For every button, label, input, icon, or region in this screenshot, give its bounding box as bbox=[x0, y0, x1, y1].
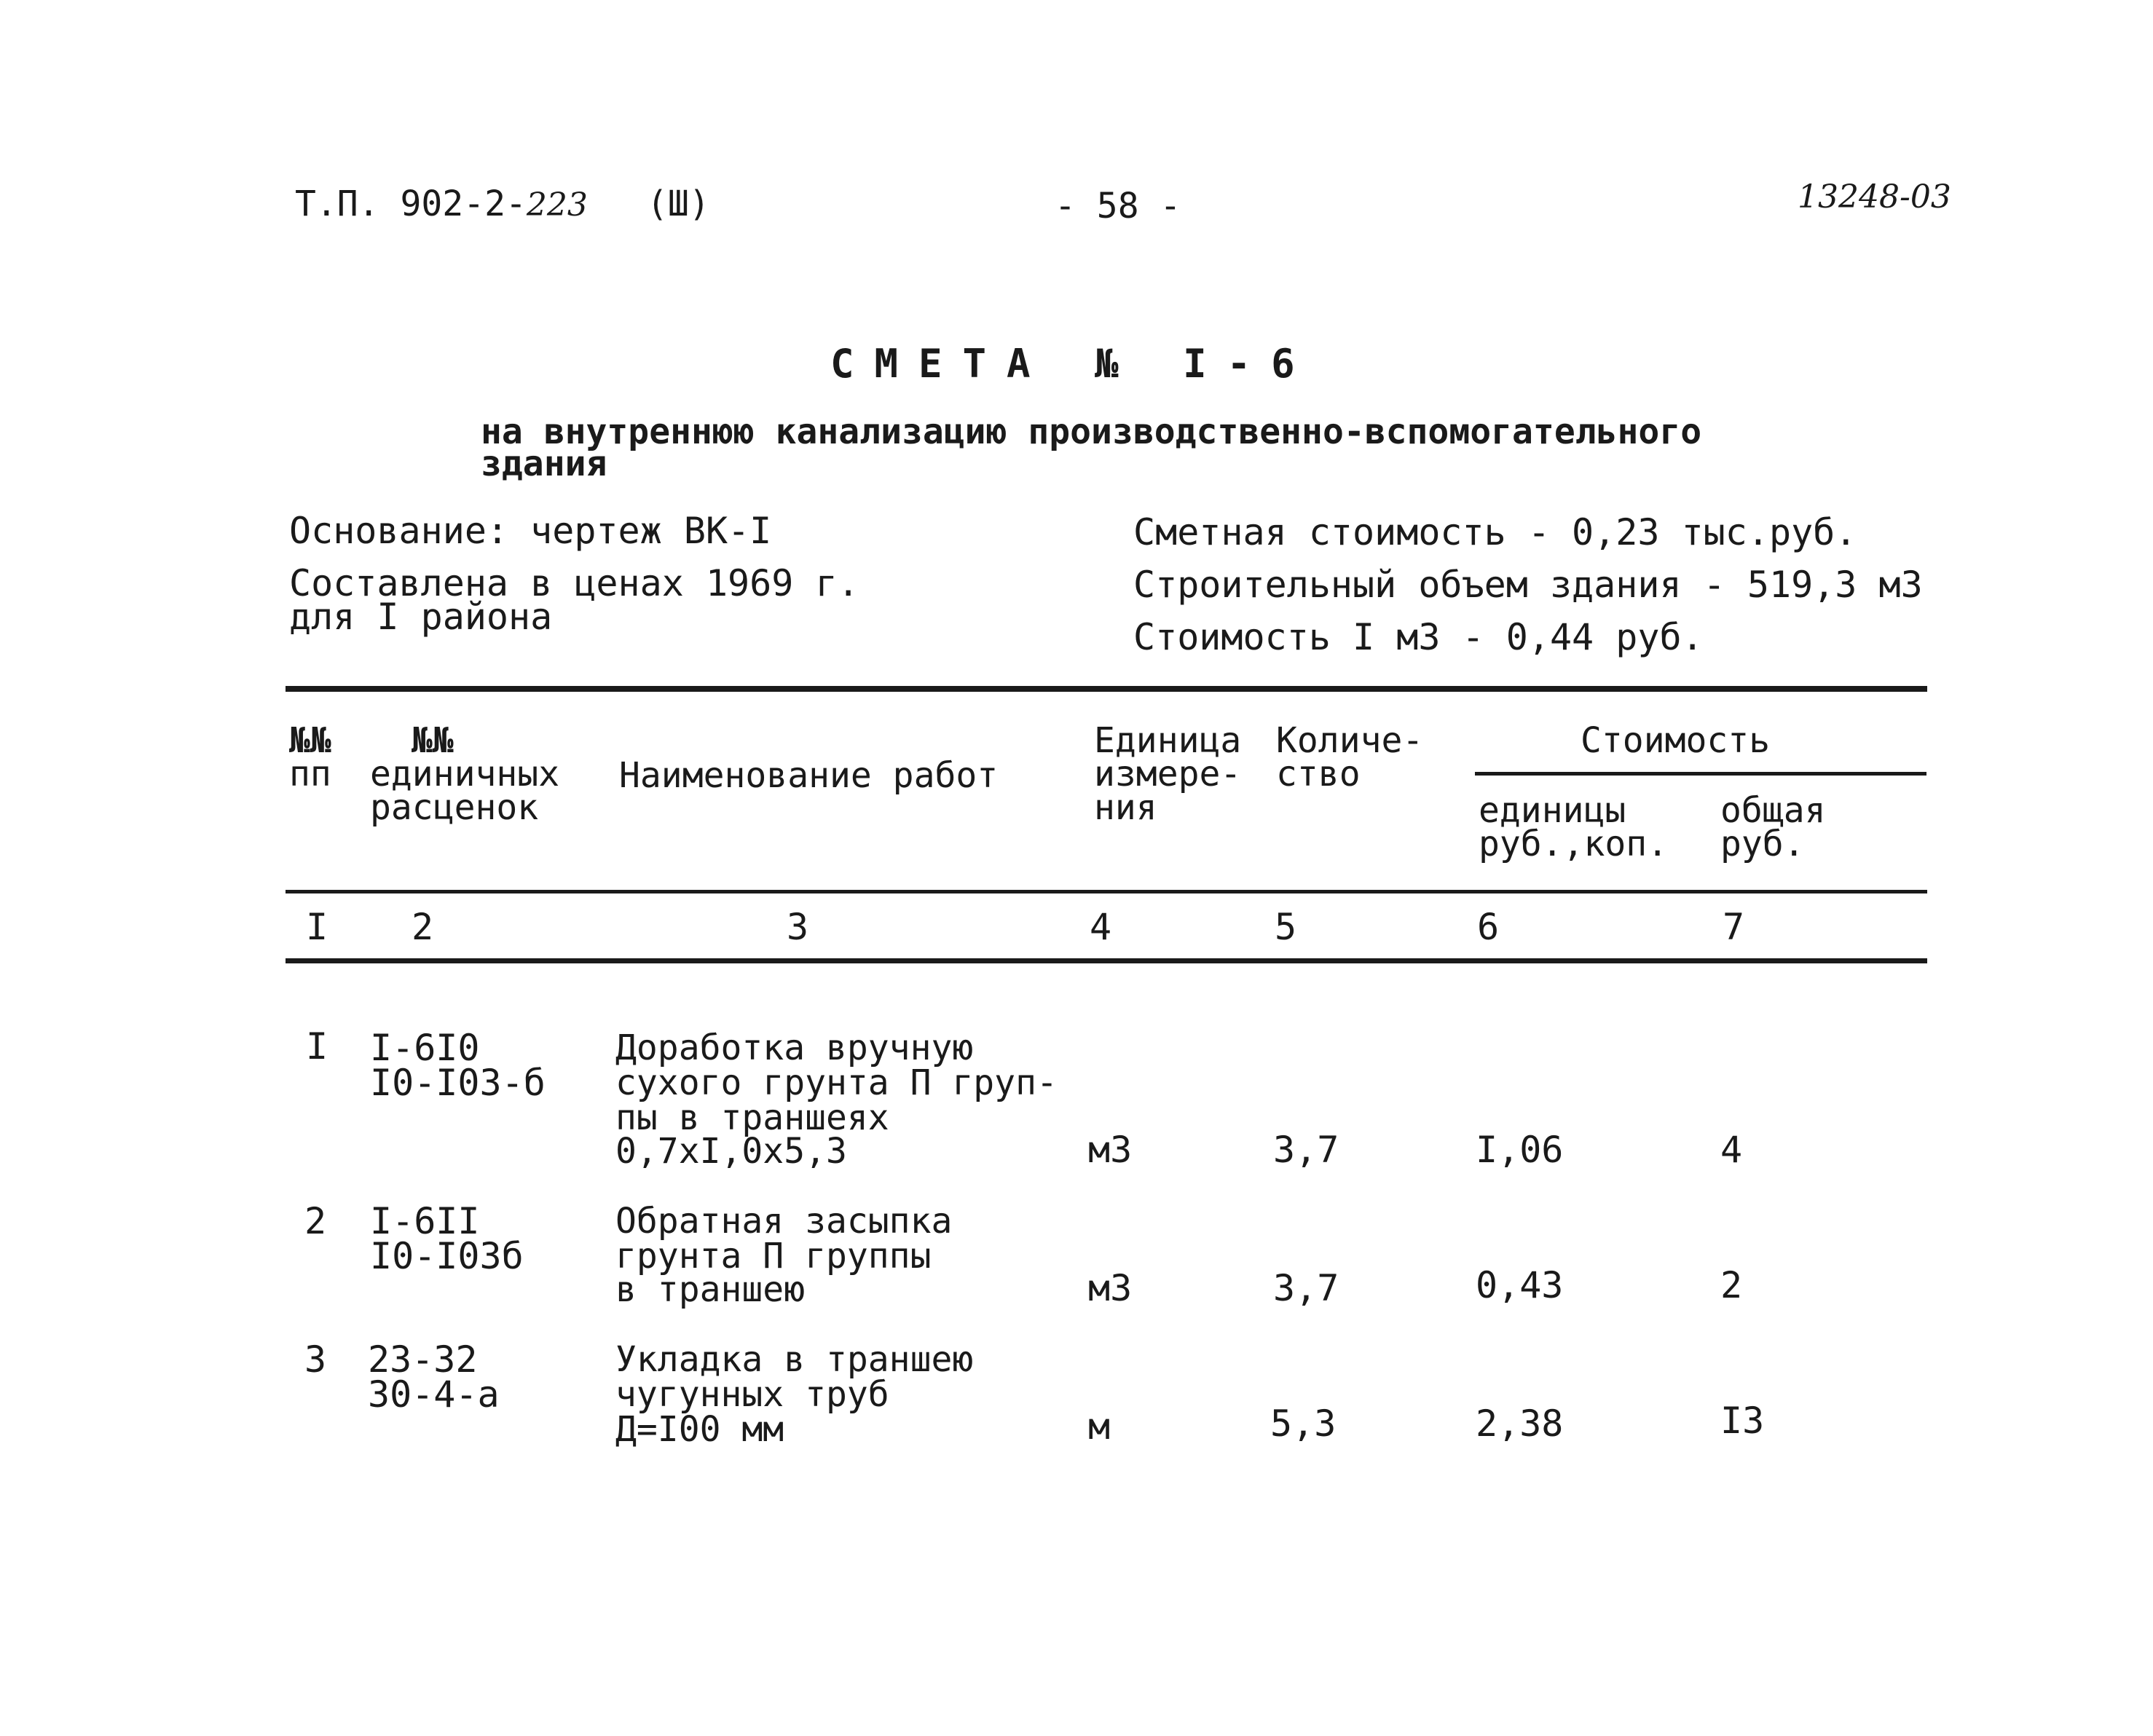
row-number: 2 bbox=[304, 1200, 327, 1242]
building-volume-text: Строительный объем здания - 519,3 м3 bbox=[1133, 564, 1923, 606]
header-col2-line1: №№ bbox=[412, 720, 454, 761]
column-number-1: I bbox=[306, 906, 328, 948]
header-col7-line2: руб. bbox=[1720, 824, 1805, 864]
header-bottom-rule bbox=[286, 890, 1927, 893]
header-col5-line1: Количе- bbox=[1276, 720, 1424, 761]
work-name: пы в траншеях bbox=[615, 1097, 889, 1138]
document-part: (Ш) bbox=[647, 184, 710, 224]
work-name: 0,7хI,0х5,3 bbox=[615, 1131, 847, 1172]
estimate-subtitle-line1: на внутреннюю канализацию производственно-вспомогательного bbox=[481, 411, 1702, 452]
row-number: I bbox=[306, 1025, 328, 1068]
work-name: Укладка в траншею bbox=[615, 1339, 974, 1380]
quantity: 3,7 bbox=[1273, 1267, 1339, 1309]
column-number-4: 4 bbox=[1090, 906, 1112, 948]
work-name: сухого грунта П груп- bbox=[615, 1062, 1058, 1103]
column-number-3: 3 bbox=[787, 906, 809, 948]
table-top-rule bbox=[286, 686, 1927, 692]
column-number-6: 6 bbox=[1477, 906, 1500, 948]
row-number: 3 bbox=[304, 1338, 327, 1381]
header-col2-line3: расценок bbox=[370, 787, 539, 828]
total-cost: 2 bbox=[1720, 1264, 1743, 1306]
header-col3: Наименование работ bbox=[619, 755, 999, 796]
column-number-5: 5 bbox=[1275, 906, 1297, 948]
document-code-handwritten: 223 bbox=[526, 186, 588, 224]
quantity: 3,7 bbox=[1273, 1129, 1339, 1171]
unit: м bbox=[1088, 1405, 1111, 1448]
work-name: чугунных труб bbox=[615, 1374, 889, 1415]
document-code-printed: Т.П. 902-2- bbox=[295, 184, 527, 224]
archive-number: 13248-03 bbox=[1798, 178, 1951, 216]
rate-code: I0-I03б bbox=[370, 1235, 524, 1277]
prices-text-line1: Составлена в ценах 1969 г. bbox=[289, 562, 859, 604]
header-col1-line1: №№ bbox=[289, 720, 331, 761]
work-name: Доработка вручную bbox=[615, 1027, 974, 1068]
prices-text-line2: для I района bbox=[289, 596, 553, 638]
header-col4-line3: ния bbox=[1094, 787, 1157, 828]
header-cost-group: Стоимость bbox=[1581, 720, 1771, 761]
total-cost: I3 bbox=[1720, 1400, 1765, 1442]
unit: м3 bbox=[1088, 1129, 1133, 1171]
unit-cost: 0,43 bbox=[1476, 1264, 1564, 1306]
basis-text: Основание: чертеж ВК-I bbox=[289, 510, 772, 552]
work-name: грунта П группы bbox=[615, 1236, 932, 1277]
work-name: Д=I00 мм bbox=[615, 1409, 784, 1450]
unit-cost: 2,38 bbox=[1476, 1402, 1564, 1445]
document-code bbox=[295, 186, 588, 224]
header-col6-line1: единицы bbox=[1479, 790, 1626, 831]
header-col1-line2: пп bbox=[289, 754, 331, 794]
estimate-title: СМЕТА № I-6 bbox=[830, 341, 1315, 387]
rate-code: I0-I03-б bbox=[370, 1062, 546, 1104]
header-col2-line2: единичных bbox=[370, 754, 560, 794]
rate-code: I-6I0 bbox=[370, 1027, 480, 1069]
header-col7-line1: общая bbox=[1720, 790, 1826, 831]
header-col4-line1: Единица bbox=[1094, 720, 1242, 761]
rate-code: 30-4-а bbox=[368, 1373, 500, 1416]
quantity: 5,3 bbox=[1270, 1402, 1337, 1445]
estimated-cost-text: Сметная стоимость - 0,23 тыс.руб. bbox=[1133, 511, 1857, 553]
unit: м3 bbox=[1088, 1267, 1133, 1309]
work-name: в траншею bbox=[615, 1269, 806, 1310]
cost-group-rule bbox=[1475, 772, 1926, 776]
column-number-7: 7 bbox=[1723, 906, 1745, 948]
rate-code: 23-32 bbox=[368, 1338, 478, 1381]
work-name: Обратная засыпка bbox=[615, 1201, 953, 1242]
header-col6-line2: руб.,коп. bbox=[1479, 824, 1669, 864]
estimate-subtitle-line2: здания bbox=[481, 443, 607, 484]
rate-code: I-6II bbox=[370, 1200, 480, 1242]
column-numbers-bottom-rule bbox=[286, 958, 1927, 963]
header-col5-line2: ство bbox=[1276, 754, 1361, 794]
column-number-2: 2 bbox=[412, 906, 434, 948]
header-col4-line2: измере- bbox=[1094, 754, 1242, 794]
total-cost: 4 bbox=[1720, 1129, 1743, 1171]
unit-cost: I,06 bbox=[1476, 1129, 1564, 1171]
page-number: - 58 - bbox=[1055, 186, 1181, 226]
cost-per-m3-text: Стоимость I м3 - 0,44 руб. bbox=[1133, 616, 1704, 658]
